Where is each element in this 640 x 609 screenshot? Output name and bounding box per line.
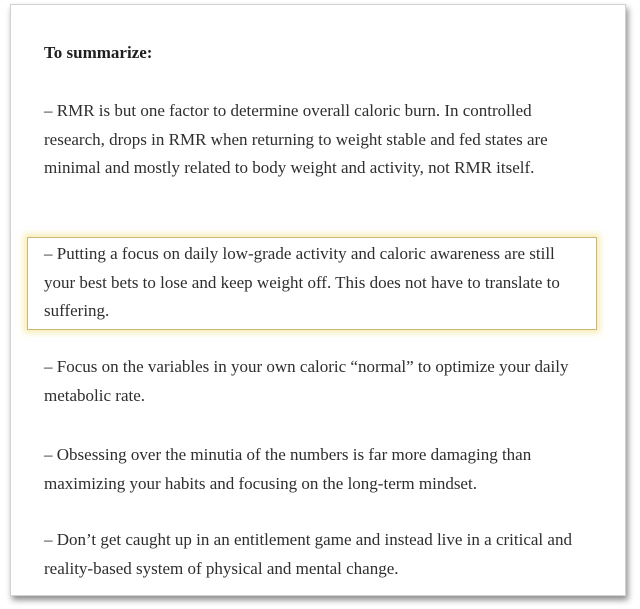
summary-content — [11, 5, 625, 595]
summary-point-variables: – Focus on the variables in your own caloric “normal” to optimize your daily metabolic rate. — [44, 357, 569, 405]
summary-card — [10, 4, 626, 596]
summary-heading: To summarize: — [44, 43, 153, 62]
summary-point-rmr: – RMR is but one factor to determine overall caloric burn. In controlled research, drops in RMR when returning to weight stable and fed states are minimal and mostly related to body weight and activity, not RMR itself. — [44, 101, 548, 177]
summary-point-numbers: – Obsessing over the minutia of the numbers is far more damaging than maximizing your habits and focusing on the long-term mindset. — [44, 445, 532, 493]
summary-point-activity-highlighted: – Putting a focus on daily low-grade activity and caloric awareness are still your best bets to lose and keep weight off. This does not have to translate to suffering. — [44, 244, 560, 320]
summary-point-entitlement: – Don’t get caught up in an entitlement game and instead live in a critical and reality-based system of physical and mental change. — [44, 530, 572, 578]
